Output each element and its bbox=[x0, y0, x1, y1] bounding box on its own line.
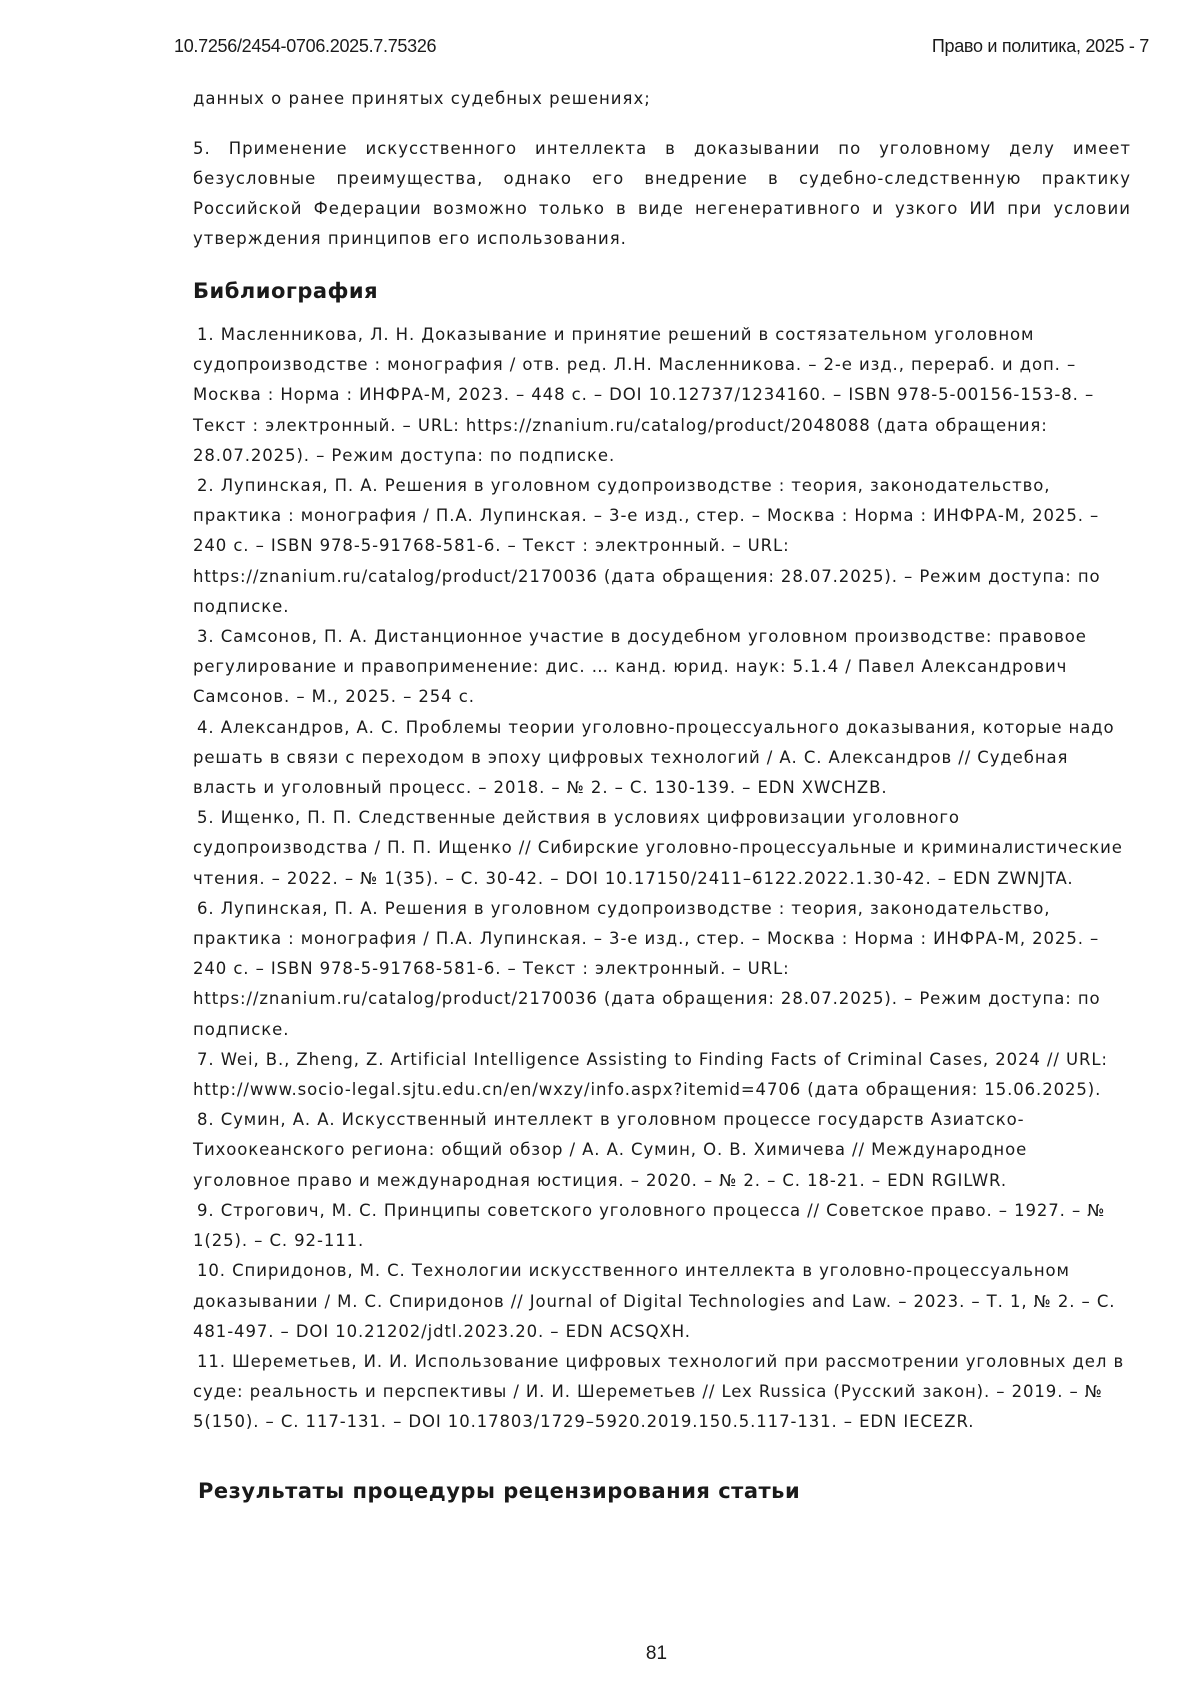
page-number: 81 bbox=[0, 1643, 1200, 1665]
bibliography-list bbox=[193, 320, 1131, 1438]
bibliography-item-6: 6. Лупинская, П. А. Решения в уголовном судопроизводстве : теория, законодательство, практика : монография / П.А. Лупинская. – 3-е изд., стер. – Москва : Норма : ИНФРА-М, 2025. – 240 с. – ISBN 978-5-91768-581-6. – Текст : электронный. – URL: https://znanium.ru/catalog/product/2170036 (дата обращения: 28.07.2025). – Режим доступа: по подписке. bbox=[193, 894, 1131, 1045]
page-header bbox=[174, 36, 1149, 60]
conclusion-point-5: 5. Применение искусственного интеллекта в доказывании по уголовному делу имеет безусловные преимущества, однако его внедрение в судебно-следственную практику Российской Федерации возможно только в виде негенеративного и узкого ИИ при условии утверждения принципов его использования. bbox=[193, 134, 1131, 254]
journal-title: Право и политика, 2025 - 7 bbox=[932, 36, 1149, 57]
bibliography-item-2: 2. Лупинская, П. А. Решения в уголовном судопроизводстве : теория, законодательство, практика : монография / П.А. Лупинская. – 3-е изд., стер. – Москва : Норма : ИНФРА-М, 2025. – 240 с. – ISBN 978-5-91768-581-6. – Текст : электронный. – URL: https://znanium.ru/catalog/product/2170036 (дата обращения: 28.07.2025). – Режим доступа: по подписке. bbox=[193, 471, 1131, 622]
bibliography-item-8: 8. Сумин, А. А. Искусственный интеллект в уголовном процессе государств Азиатско-Тихоокеанского региона: общий обзор / А. А. Сумин, О. В. Химичева // Международное уголовное право и международная юстиция. – 2020. – № 2. – С. 18-21. – EDN RGILWR. bbox=[193, 1105, 1131, 1196]
article-body bbox=[193, 84, 1131, 1506]
bibliography-item-4: 4. Александров, А. С. Проблемы теории уголовно-процессуального доказывания, которые надо решать в связи с переходом в эпоху цифровых технологий / А. С. Александров // Судебная власть и уголовный процесс. – 2018. – № 2. – С. 130-139. – EDN XWCHZB. bbox=[193, 713, 1131, 804]
review-results-heading: Результаты процедуры рецензирования статьи bbox=[198, 1476, 1131, 1506]
article-doi: 10.7256/2454-0706.2025.7.75326 bbox=[174, 36, 436, 57]
bibliography-item-3: 3. Самсонов, П. А. Дистанционное участие в досудебном уголовном производстве: правовое регулирование и правоприменение: дис. … канд. юрид. наук: 5.1.4 / Павел Александрович Самсонов. – М., 2025. – 254 с. bbox=[193, 622, 1131, 713]
bibliography-item-11: 11. Шереметьев, И. И. Использование цифровых технологий при рассмотрении уголовных дел в суде: реальность и перспективы / И. И. Шереметьев // Lex Russica (Русский закон). – 2019. – № 5(150). – С. 117-131. – DOI 10.17803/1729–5920.2019.150.5.117-131. – EDN IECEZR. bbox=[193, 1347, 1131, 1438]
bibliography-item-7: 7. Wei, B., Zheng, Z. Artificial Intelligence Assisting to Finding Facts of Criminal Cases, 2024 // URL: http://www.socio-legal.sjtu.edu.cn/en/wxzy/info.aspx?itemid=4706 (дата обращения: 15.06.2025). bbox=[193, 1045, 1131, 1105]
bibliography-item-1: 1. Масленникова, Л. Н. Доказывание и принятие решений в состязательном уголовном судопроизводстве : монография / отв. ред. Л.Н. Масленникова. – 2-е изд., перераб. и доп. – Москва : Норма : ИНФРА-М, 2023. – 448 с. – DOI 10.12737/1234160. – ISBN 978-5-00156-153-8. – Текст : электронный. – URL: https://znanium.ru/catalog/product/2048088 (дата обращения: 28.07.2025). – Режим доступа: по подписке. bbox=[193, 320, 1131, 471]
bibliography-item-5: 5. Ищенко, П. П. Следственные действия в условиях цифровизации уголовного судопроизводства / П. П. Ищенко // Сибирские уголовно-процессуальные и криминалистические чтения. – 2022. – № 1(35). – С. 30-42. – DOI 10.17150/2411–6122.2022.1.30-42. – EDN ZWNJTA. bbox=[193, 803, 1131, 894]
bibliography-heading: Библиография bbox=[193, 276, 1131, 306]
intro-continuation: данных о ранее принятых судебных решениях; bbox=[193, 84, 1131, 114]
bibliography-item-10: 10. Спиридонов, М. С. Технологии искусственного интеллекта в уголовно-процессуальном доказывании / М. С. Спиридонов // Journal of Digital Technologies and Law. – 2023. – Т. 1, № 2. – С. 481-497. – DOI 10.21202/jdtl.2023.20. – EDN ACSQXH. bbox=[193, 1256, 1131, 1347]
bibliography-item-9: 9. Строгович, М. С. Принципы советского уголовного процесса // Советское право. – 1927. – № 1(25). – С. 92-111. bbox=[193, 1196, 1131, 1256]
